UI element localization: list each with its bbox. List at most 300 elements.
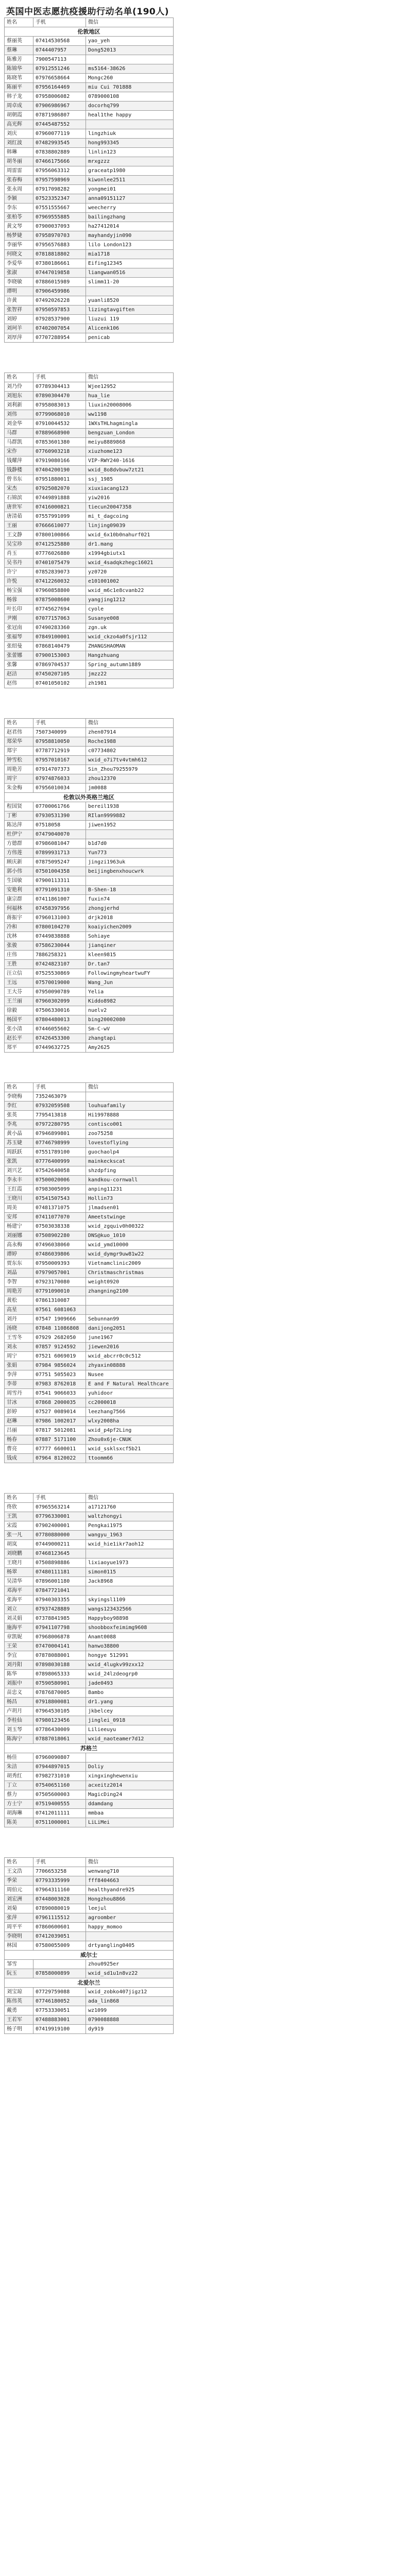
name-cell: 宋霞 bbox=[5, 1521, 33, 1531]
table-row bbox=[5, 978, 174, 988]
table-row bbox=[5, 1531, 174, 1540]
name-cell: 张智祥 bbox=[5, 306, 33, 315]
phone-cell: 07787712919 bbox=[33, 747, 86, 756]
wechat-cell: wxid_naoteamer7d12 bbox=[86, 1735, 174, 1744]
wechat-cell: mainkeckscat bbox=[86, 1157, 174, 1166]
wechat-cell: fuxin74 bbox=[86, 895, 174, 904]
wechat-cell: ada_lin868 bbox=[86, 1997, 174, 2006]
name-cell: 石锦滨 bbox=[5, 494, 33, 503]
table-row bbox=[5, 1503, 174, 1512]
name-cell: 卢玥月 bbox=[5, 1707, 33, 1716]
phone-cell: 0744407957 bbox=[33, 46, 86, 55]
column-header: 微信 bbox=[86, 1858, 174, 1867]
phone-cell: 07976658664 bbox=[33, 74, 86, 83]
phone-cell: 7507340099 bbox=[33, 728, 86, 737]
wechat-cell: wangs123432566 bbox=[86, 1605, 174, 1614]
phone-cell: 07590580901 bbox=[33, 1679, 86, 1688]
phone-cell: 07964311160 bbox=[33, 1886, 86, 1895]
name-cell: 陈达萍 bbox=[5, 821, 33, 830]
table-row bbox=[5, 1006, 174, 1015]
wechat-cell: ddamdang bbox=[86, 1800, 174, 1809]
phone-cell: 07930531390 bbox=[33, 811, 86, 821]
table-row bbox=[5, 1306, 174, 1315]
table-row bbox=[5, 1698, 174, 1707]
table-row bbox=[5, 849, 174, 858]
wechat-cell: anping11231 bbox=[86, 1185, 174, 1194]
wechat-cell: wxid_o7i7tv4vtmh612 bbox=[86, 756, 174, 765]
wechat-cell bbox=[86, 120, 174, 129]
wechat-cell: xiuzhome123 bbox=[86, 447, 174, 456]
table-row bbox=[5, 802, 174, 811]
name-cell: 蔡丽英 bbox=[5, 37, 33, 46]
wechat-cell: wxid_hie1ikr7aoh12 bbox=[86, 1540, 174, 1549]
table-row bbox=[5, 157, 174, 166]
wechat-cell bbox=[86, 876, 174, 886]
phone-cell: 07745627694 bbox=[33, 605, 86, 614]
table-row bbox=[5, 932, 174, 941]
wechat-cell: nuelv2 bbox=[86, 1006, 174, 1015]
wechat-cell: Zhou0x6je-CNUK bbox=[86, 1435, 174, 1445]
phone-cell: 07479040070 bbox=[33, 830, 86, 839]
wechat-cell: mia1718 bbox=[86, 250, 174, 259]
phone-cell: 07557991099 bbox=[33, 512, 86, 521]
phone-cell: 07986081047 bbox=[33, 839, 86, 849]
phone-cell: 07896001180 bbox=[33, 1577, 86, 1586]
wechat-cell: VIP-RWY240-1616 bbox=[86, 456, 174, 466]
table-row bbox=[5, 1586, 174, 1596]
phone-cell: 07887 5171100 bbox=[33, 1435, 86, 1445]
name-cell: 刘金华 bbox=[5, 419, 33, 429]
wechat-cell: Nusee bbox=[86, 1370, 174, 1380]
wechat-cell: penicab bbox=[86, 333, 174, 343]
table-row bbox=[5, 120, 174, 129]
phone-cell: 07982731010 bbox=[33, 1772, 86, 1781]
wechat-cell: Sin_Zhou79255979 bbox=[86, 765, 174, 774]
name-cell: 曾书东 bbox=[5, 475, 33, 484]
phone-cell: 07983 8762018 bbox=[33, 1380, 86, 1389]
phone-cell: 07912551246 bbox=[33, 64, 86, 74]
wechat-cell: ttoomm66 bbox=[86, 1454, 174, 1463]
name-cell: 赵伟 bbox=[5, 679, 33, 688]
region-header-row bbox=[5, 1978, 174, 1988]
column-header: 微信 bbox=[86, 719, 174, 728]
wechat-cell: wxid_ssklsxcf5b21 bbox=[86, 1445, 174, 1454]
wechat-cell: bailingzhang bbox=[86, 213, 174, 222]
wechat-cell: drtyangling0405 bbox=[86, 1941, 174, 1951]
name-cell: 刘丹阳 bbox=[5, 1660, 33, 1670]
wechat-cell: wxid_p4pf2Ling bbox=[86, 1426, 174, 1435]
table-row bbox=[5, 1660, 174, 1670]
table-row bbox=[5, 1605, 174, 1614]
table-row bbox=[5, 2025, 174, 2034]
table-row bbox=[5, 1259, 174, 1268]
table-header-row bbox=[5, 1083, 174, 1092]
phone-cell: 07852839073 bbox=[33, 568, 86, 577]
name-cell: 方伟莲 bbox=[5, 849, 33, 858]
name-cell: 吴宝珍 bbox=[5, 540, 33, 549]
phone-cell: 07853601380 bbox=[33, 438, 86, 447]
table-row bbox=[5, 74, 174, 83]
wechat-cell: lovestoflying bbox=[86, 1139, 174, 1148]
phone-cell: 07481371075 bbox=[33, 1204, 86, 1213]
phone-cell: 07958970703 bbox=[33, 231, 86, 241]
wechat-cell: zhou12370 bbox=[86, 774, 174, 784]
wechat-cell: Hangzhuang bbox=[86, 651, 174, 660]
wechat-cell: Roche1988 bbox=[86, 737, 174, 747]
wechat-cell: wenwang710 bbox=[86, 1867, 174, 1876]
table-row bbox=[5, 679, 174, 688]
wechat-cell: jlmadsen01 bbox=[86, 1204, 174, 1213]
name-cell: 刘菊 bbox=[5, 1904, 33, 1913]
table-row bbox=[5, 92, 174, 101]
table-header-row bbox=[5, 373, 174, 382]
wechat-cell: cyole bbox=[86, 605, 174, 614]
phone-cell: 07972280795 bbox=[33, 1120, 86, 1129]
phone-cell: 07412011111 bbox=[33, 1809, 86, 1818]
region-heading: 威尔士 bbox=[5, 1951, 174, 1960]
phone-cell: 07446055602 bbox=[33, 1025, 86, 1034]
wechat-cell: x1994gbiutx1 bbox=[86, 549, 174, 558]
name-cell: 刘宝琼 bbox=[5, 1988, 33, 1997]
phone-cell: 07956063312 bbox=[33, 166, 86, 176]
wechat-cell: yuhidoor bbox=[86, 1389, 174, 1398]
table-row bbox=[5, 1512, 174, 1521]
name-cell: 胡秀红 bbox=[5, 1772, 33, 1781]
phone-cell: 07786430009 bbox=[33, 1725, 86, 1735]
wechat-cell: jmzz22 bbox=[86, 670, 174, 679]
table-row bbox=[5, 1034, 174, 1043]
wechat-cell: Jack8968 bbox=[86, 1577, 174, 1586]
name-cell: 刘庆 bbox=[5, 129, 33, 139]
table-row bbox=[5, 306, 174, 315]
name-cell: 张绍曼 bbox=[5, 642, 33, 651]
phone-cell: 07847721041 bbox=[33, 1586, 86, 1596]
table-row bbox=[5, 1315, 174, 1324]
column-header: 手机 bbox=[33, 373, 86, 382]
table-row bbox=[5, 484, 174, 494]
phone-cell: 07776026880 bbox=[33, 549, 86, 558]
name-cell: 林国 bbox=[5, 1941, 33, 1951]
phone-cell: 07791090010 bbox=[33, 1287, 86, 1296]
phone-cell: 07482993545 bbox=[33, 139, 86, 148]
table-row bbox=[5, 438, 174, 447]
name-cell: 刘婷 bbox=[5, 315, 33, 324]
name-cell: 张骏 bbox=[5, 941, 33, 951]
name-cell: 李宜 bbox=[5, 1651, 33, 1660]
table-row bbox=[5, 876, 174, 886]
table-row bbox=[5, 951, 174, 960]
name-cell: 许宁 bbox=[5, 568, 33, 577]
table-row bbox=[5, 447, 174, 456]
table-row bbox=[5, 1753, 174, 1762]
name-cell: 王兰丽 bbox=[5, 997, 33, 1006]
table-row bbox=[5, 1558, 174, 1568]
region-header-row bbox=[5, 1744, 174, 1753]
phone-cell: 07965563214 bbox=[33, 1503, 86, 1512]
name-cell: 周跃跃 bbox=[5, 1148, 33, 1157]
name-cell: 谭明 bbox=[5, 287, 33, 296]
wechat-cell: june1967 bbox=[86, 1333, 174, 1343]
table-row bbox=[5, 333, 174, 343]
phone-cell: 07983005099 bbox=[33, 1185, 86, 1194]
wechat-cell: Hollin73 bbox=[86, 1194, 174, 1204]
phone-cell: 07547 1909666 bbox=[33, 1315, 86, 1324]
phone-cell: 07796330001 bbox=[33, 1512, 86, 1521]
table-row bbox=[5, 1725, 174, 1735]
name-cell: 阮玉 bbox=[5, 1969, 33, 1978]
phone-cell: 07964 8120022 bbox=[33, 1454, 86, 1463]
name-cell: 王红霞 bbox=[5, 1185, 33, 1194]
wechat-cell: liuxin20008006 bbox=[86, 401, 174, 410]
phone-cell: 07887018061 bbox=[33, 1735, 86, 1744]
name-cell: 唐世军 bbox=[5, 503, 33, 512]
table-row bbox=[5, 315, 174, 324]
table-row bbox=[5, 614, 174, 623]
phone-cell: 07960302099 bbox=[33, 997, 86, 1006]
region-header-row bbox=[5, 793, 174, 802]
name-cell: 陈华 bbox=[5, 1670, 33, 1679]
table-row bbox=[5, 988, 174, 997]
table-row bbox=[5, 540, 174, 549]
name-cell: 张海平 bbox=[5, 1596, 33, 1605]
name-cell: 安艳利 bbox=[5, 886, 33, 895]
table-row bbox=[5, 1913, 174, 1923]
phone-cell: 07411077070 bbox=[33, 1213, 86, 1222]
phone-cell: 07746180052 bbox=[33, 1997, 86, 2006]
name-cell: 杨昌 bbox=[5, 1698, 33, 1707]
wechat-cell: mrxgzzz bbox=[86, 157, 174, 166]
phone-cell: 07525530869 bbox=[33, 969, 86, 978]
table-row bbox=[5, 747, 174, 756]
phone-cell: 07818818802 bbox=[33, 250, 86, 259]
wechat-cell: Wang_Jun bbox=[86, 978, 174, 988]
phone-cell: 07458397956 bbox=[33, 904, 86, 913]
table-row bbox=[5, 941, 174, 951]
phone-cell bbox=[33, 1960, 86, 1969]
wechat-cell: mi_t_dagcoing bbox=[86, 512, 174, 521]
wechat-cell: Anamt0088 bbox=[86, 1633, 174, 1642]
column-header: 手机 bbox=[33, 719, 86, 728]
wechat-cell: Sebunnan99 bbox=[86, 1315, 174, 1324]
table-row bbox=[5, 1213, 174, 1222]
region-heading: 苏格兰 bbox=[5, 1744, 174, 1753]
name-cell: 张英 bbox=[5, 1111, 33, 1120]
name-cell: 肖玉 bbox=[5, 549, 33, 558]
wechat-cell bbox=[86, 1932, 174, 1941]
table-row bbox=[5, 194, 174, 204]
table-row bbox=[5, 784, 174, 793]
wechat-cell: wxid_24lzdeogrp0 bbox=[86, 1670, 174, 1679]
table-row bbox=[5, 1343, 174, 1352]
phone-cell: 07906986967 bbox=[33, 101, 86, 111]
name-cell: 马群凯 bbox=[5, 438, 33, 447]
wechat-cell: jiwen1952 bbox=[86, 821, 174, 830]
phone-cell: 07860600601 bbox=[33, 1923, 86, 1932]
phone-cell: 07580055009 bbox=[33, 1941, 86, 1951]
phone-cell: 07861310087 bbox=[33, 1296, 86, 1306]
phone-cell: 07932059508 bbox=[33, 1101, 86, 1111]
wechat-cell: ms5164-38626 bbox=[86, 64, 174, 74]
phone-cell: 07944897015 bbox=[33, 1762, 86, 1772]
wechat-cell: shoobboxfeimimg9608 bbox=[86, 1623, 174, 1633]
phone-cell: 07729759088 bbox=[33, 1988, 86, 1997]
table-row bbox=[5, 37, 174, 46]
column-header: 姓名 bbox=[5, 1858, 33, 1867]
name-cell: 杨梦婕 bbox=[5, 231, 33, 241]
name-cell: 何福林 bbox=[5, 904, 33, 913]
table-row bbox=[5, 46, 174, 55]
name-cell: 刘永 bbox=[5, 1343, 33, 1352]
wechat-cell: yuanli8520 bbox=[86, 296, 174, 306]
name-cell: 周宁 bbox=[5, 1352, 33, 1361]
wechat-cell: lilo London123 bbox=[86, 241, 174, 250]
column-header: 手机 bbox=[33, 1858, 86, 1867]
phone-cell: 07929 2682050 bbox=[33, 1333, 86, 1343]
wechat-cell: Spring_autumn1889 bbox=[86, 660, 174, 670]
table-header-row bbox=[5, 1494, 174, 1503]
name-cell: 李蒂 bbox=[5, 1380, 33, 1389]
wechat-cell: wxid_abcrr0c0c512 bbox=[86, 1352, 174, 1361]
wechat-cell: zhangtapi bbox=[86, 1034, 174, 1043]
name-cell: 谭婷 bbox=[5, 1250, 33, 1259]
phone-cell: 07937428889 bbox=[33, 1605, 86, 1614]
phone-cell: 07540651160 bbox=[33, 1781, 86, 1790]
wechat-cell: dr1.yang bbox=[86, 1698, 174, 1707]
wechat-cell: skyingsl1109 bbox=[86, 1596, 174, 1605]
name-cell: 刘珂羊 bbox=[5, 324, 33, 333]
table-row bbox=[5, 213, 174, 222]
name-cell: 程国贤 bbox=[5, 802, 33, 811]
phone-cell: 07974876033 bbox=[33, 774, 86, 784]
table-row bbox=[5, 1278, 174, 1287]
wechat-cell: liuzui 119 bbox=[86, 315, 174, 324]
name-cell: 王雪冬 bbox=[5, 1333, 33, 1343]
region-heading: 伦敦以外英格兰地区 bbox=[5, 793, 174, 802]
wechat-cell: meiyu8889868 bbox=[86, 438, 174, 447]
wechat-cell bbox=[86, 1296, 174, 1306]
name-cell: 张蕾娜 bbox=[5, 651, 33, 660]
wechat-cell: 1WXsTHLhagmingla bbox=[86, 419, 174, 429]
name-cell: 高光辉 bbox=[5, 120, 33, 129]
wechat-cell: wxid_zgquiv0h00322 bbox=[86, 1222, 174, 1231]
name-cell: 李智 bbox=[5, 1278, 33, 1287]
name-cell: 杨翠 bbox=[5, 1568, 33, 1577]
name-cell: 王文浩 bbox=[5, 1867, 33, 1876]
name-cell: 钟雪松 bbox=[5, 756, 33, 765]
name-cell: 顾庆新 bbox=[5, 858, 33, 867]
name-cell: 杨国平 bbox=[5, 1015, 33, 1025]
phone-cell: 07542640058 bbox=[33, 1166, 86, 1176]
name-cell: 王大芬 bbox=[5, 988, 33, 997]
name-cell: 沈林 bbox=[5, 932, 33, 941]
phone-cell: 07956164469 bbox=[33, 83, 86, 92]
phone-cell: 07450207105 bbox=[33, 670, 86, 679]
table-row bbox=[5, 1867, 174, 1876]
wechat-cell: B-Shen-18 bbox=[86, 886, 174, 895]
table-row bbox=[5, 1043, 174, 1053]
phone-cell: 07917098282 bbox=[33, 185, 86, 194]
table-row bbox=[5, 1204, 174, 1213]
column-header: 微信 bbox=[86, 1083, 174, 1092]
name-cell: 李爱华 bbox=[5, 259, 33, 268]
name-cell: 赵琳 bbox=[5, 1417, 33, 1426]
wechat-cell: dy919 bbox=[86, 2025, 174, 2034]
name-cell: 周宇 bbox=[5, 774, 33, 784]
phone-cell: 07890304470 bbox=[33, 392, 86, 401]
column-header: 微信 bbox=[86, 18, 174, 27]
name-cell: 甘冰 bbox=[5, 1398, 33, 1408]
phone-cell: 07799068010 bbox=[33, 410, 86, 419]
name-cell: 冷和 bbox=[5, 923, 33, 932]
table-row bbox=[5, 623, 174, 633]
name-cell: 刘利新 bbox=[5, 401, 33, 410]
wechat-cell: yao_yeh bbox=[86, 37, 174, 46]
table-row bbox=[5, 960, 174, 969]
phone-cell: 07868 2000035 bbox=[33, 1398, 86, 1408]
phone-cell: 07501004358 bbox=[33, 867, 86, 876]
roster-page bbox=[4, 1857, 173, 2034]
name-cell: 康宗群 bbox=[5, 895, 33, 904]
table-row bbox=[5, 642, 174, 651]
wechat-cell: zhongjerhd bbox=[86, 904, 174, 913]
roster-page bbox=[4, 1493, 173, 1827]
column-header: 微信 bbox=[86, 1494, 174, 1503]
phone-cell: 07960858800 bbox=[33, 586, 86, 596]
wechat-cell bbox=[86, 1306, 174, 1315]
phone-cell: 07751 5055023 bbox=[33, 1370, 86, 1380]
name-cell: 马群 bbox=[5, 429, 33, 438]
phone-cell: 07448003028 bbox=[33, 1895, 86, 1904]
name-cell: 吕丽 bbox=[5, 1426, 33, 1435]
phone-cell: 07519400555 bbox=[33, 1800, 86, 1809]
phone-cell: 07941107798 bbox=[33, 1623, 86, 1633]
phone-cell: 07414530568 bbox=[33, 37, 86, 46]
name-cell: 许悦 bbox=[5, 577, 33, 586]
name-cell: 叶长印 bbox=[5, 605, 33, 614]
phone-cell: 07521 6069019 bbox=[33, 1352, 86, 1361]
name-cell: 刘丽娜 bbox=[5, 1231, 33, 1241]
table-row bbox=[5, 1679, 174, 1688]
roster-table bbox=[4, 1857, 174, 2034]
name-cell: 黄松 bbox=[5, 1296, 33, 1306]
table-row bbox=[5, 577, 174, 586]
table-row bbox=[5, 1809, 174, 1818]
name-cell: 胡海琳 bbox=[5, 1809, 33, 1818]
phone-cell: 07984 9856024 bbox=[33, 1361, 86, 1370]
table-row bbox=[5, 259, 174, 268]
wechat-cell: c07734802 bbox=[86, 747, 174, 756]
phone-cell: 07900153003 bbox=[33, 651, 86, 660]
table-row bbox=[5, 765, 174, 774]
table-row bbox=[5, 1361, 174, 1370]
name-cell: 杨佳 bbox=[5, 1753, 33, 1762]
table-row bbox=[5, 111, 174, 120]
table-row bbox=[5, 1157, 174, 1166]
name-cell: 季荣 bbox=[5, 1876, 33, 1886]
wechat-cell: bing20002080 bbox=[86, 1015, 174, 1025]
name-cell: 高星 bbox=[5, 1306, 33, 1315]
name-cell: 生国敏 bbox=[5, 876, 33, 886]
phone-cell: 07886015989 bbox=[33, 278, 86, 287]
phone-cell: 07707288954 bbox=[33, 333, 86, 343]
name-cell: 刘晓鹏 bbox=[5, 1549, 33, 1558]
table-row bbox=[5, 1577, 174, 1586]
phone-cell: 07875008600 bbox=[33, 596, 86, 605]
phone-cell: 07960077119 bbox=[33, 129, 86, 139]
phone-cell: 07426453300 bbox=[33, 1034, 86, 1043]
table-row bbox=[5, 558, 174, 568]
wechat-cell: wxid_sd1u1n8vz22 bbox=[86, 1969, 174, 1978]
